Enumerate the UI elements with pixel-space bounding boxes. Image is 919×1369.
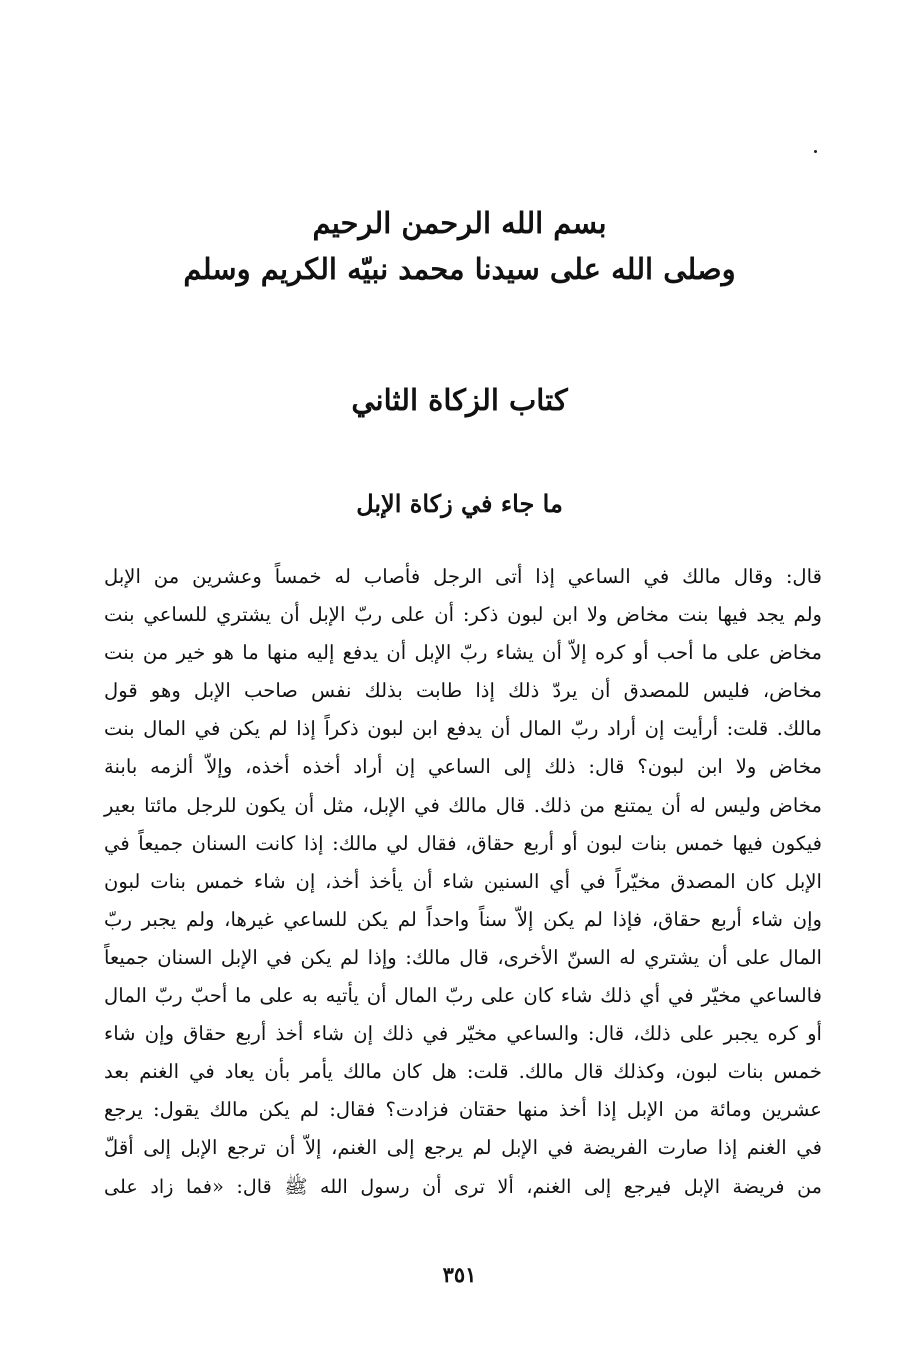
text-line: قال: وقال مالك في الساعي إذا أتى الرجل فأصاب له خمساً وعشرين من الإبل bbox=[104, 565, 822, 588]
basmala-line-2: وصلى الله على سيدنا محمد نبيّه الكريم وسلم bbox=[183, 252, 736, 286]
text-line: من فريضة الإبل فيرجع إلى الغنم، ألا ترى أن رسول الله ﷺ قال: «فما زاد على bbox=[104, 1174, 822, 1198]
text-line: الإبل كان المصدق مخيّراً في أي السنين شاء أن يأخذ أخذ، إن شاء خمس بنات لبون bbox=[104, 869, 822, 893]
text-line: وإن شاء أربع حقاق، فإذا لم يكن إلاّ سناً واحداً لم يكن للساعي غيرها، ولم يجبر ربّ bbox=[104, 907, 822, 931]
chapter-title: ما جاء في زكاة الإبل bbox=[356, 489, 563, 518]
page-speck bbox=[814, 150, 817, 153]
text-line: فيكون فيها خمس بنات لبون أو أربع حقاق، فقال لي مالك: إذا كانت السنان جميعاً في bbox=[104, 831, 822, 855]
text-line: مخاض على ما أحب أو كره إلاّ أن يشاء ربّ الإبل أن يدفع إليه منها ما هو خير من بنت bbox=[104, 641, 822, 665]
text-line: في الغنم إذا صارت الفريضة في الإبل لم يرجع إلى الغنم، إلاّ أن ترجع الإبل إلى أقلّ bbox=[104, 1136, 822, 1160]
text-line: أو كره يجبر على ذلك، قال: والساعي مخيّر في ذلك إن شاء أخذ أربع حقاق وإن شاء bbox=[104, 1022, 822, 1046]
text-line: مخاض ولا ابن لبون؟ قال: ذلك إلى الساعي إن أراد أخذه أخذه، وإلاّ ألزمه بابنة bbox=[104, 755, 822, 779]
text-line: المال على أن يشتري له السنّ الأخرى، قال مالك: وإذا لم يكن في الإبل السنان جميعاً bbox=[104, 945, 822, 969]
text-line: عشرين ومائة من الإبل إذا أخذ منها حقتان فزادت؟ فقال: لم يكن مالك يقول: يرجع bbox=[104, 1098, 822, 1122]
text-line: ولم يجد فيها بنت مخاض ولا ابن لبون ذكر: أن على ربّ الإبل أن يشتري للساعي بنت bbox=[104, 603, 822, 627]
book-title: كتاب الزكاة الثاني bbox=[351, 383, 568, 417]
body-paragraph bbox=[104, 558, 822, 1206]
text-line: مالك. قلت: أرأيت إن أراد ربّ المال أن يدفع ابن لبون ذكراً إذا لم يكن في المال بنت bbox=[104, 717, 822, 741]
basmala-heading bbox=[100, 200, 819, 292]
basmala-line-1: بسم الله الرحمن الرحيم bbox=[312, 206, 607, 240]
text-line: مخاض، فليس للمصدق أن يردّ ذلك إذا طابت بذلك نفس صاحب الإبل وهو قول bbox=[104, 679, 822, 703]
text-line: فالساعي مخيّر في أي ذلك شاء كان على ربّ المال أن يأتيه به على ما أحبّ ربّ المال bbox=[104, 984, 822, 1008]
page-number: ٣٥١ bbox=[442, 1262, 477, 1287]
text-line: مخاض وليس له أن يمتنع من ذلك. قال مالك في الإبل، مثل أن يكون للرجل مائتا بعير bbox=[104, 793, 822, 817]
text-line: خمس بنات لبون، وكذلك قال مالك. قلت: هل كان مالك يأمر بأن يعاد في الغنم بعد bbox=[104, 1060, 822, 1084]
